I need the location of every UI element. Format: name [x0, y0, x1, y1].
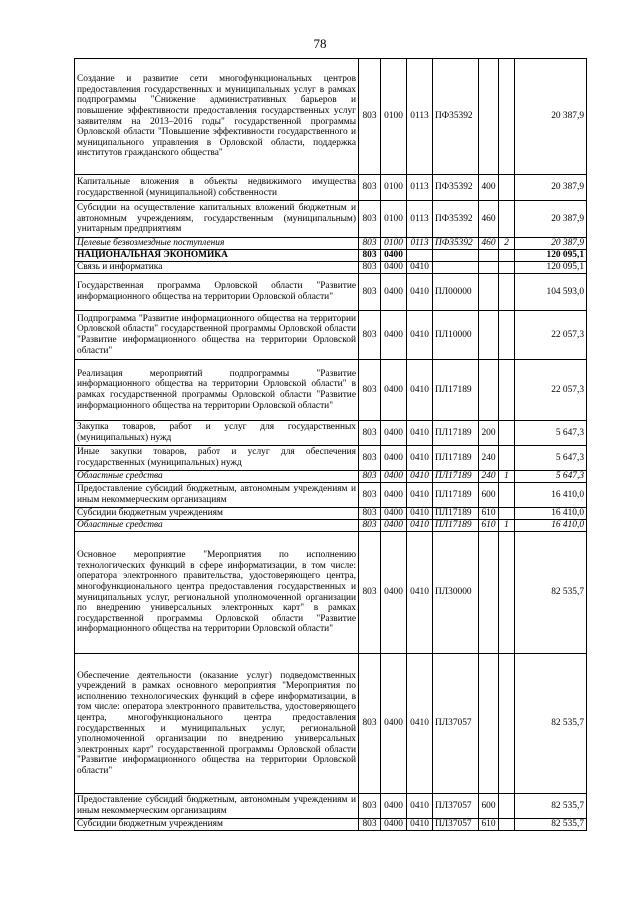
amount: 16 410,0 — [515, 520, 587, 532]
target-article-code: ПЛ17189 — [433, 446, 479, 471]
source-code — [499, 483, 515, 508]
table-row — [75, 508, 587, 520]
row-name: Подпрограмма "Развитие информационного общества на территории Орловской области" государственной программы Орловской области "Развитие информационного общества на территории Орловской области" — [75, 311, 359, 360]
target-article-code: ПЛ17189 — [433, 483, 479, 508]
expense-type-code: 460 — [479, 238, 499, 250]
table-row — [75, 311, 587, 360]
subsection-code: 0410 — [407, 532, 433, 654]
source-code — [499, 532, 515, 654]
grbs-code: 803 — [359, 508, 381, 520]
row-name: Предоставление субсидий бюджетным, автономным учреждениям и иным некоммерческим организациям — [75, 483, 359, 508]
row-name: НАЦИОНАЛЬНАЯ ЭКОНОМИКА — [75, 250, 359, 262]
row-name: Капитальные вложения в объекты недвижимого имущества государственной (муниципальной) собственности — [75, 175, 359, 201]
grbs-code: 803 — [359, 360, 381, 421]
section-code: 0400 — [381, 532, 407, 654]
source-code — [499, 250, 515, 262]
subsection-code: 0410 — [407, 360, 433, 421]
grbs-code: 803 — [359, 471, 381, 483]
expense-type-code: 610 — [479, 508, 499, 520]
section-code: 0400 — [381, 311, 407, 360]
source-code — [499, 446, 515, 471]
amount: 104 593,0 — [515, 274, 587, 311]
target-article-code: ПЛ17189 — [433, 520, 479, 532]
table-row — [75, 201, 587, 238]
target-article-code: ПЛ17189 — [433, 421, 479, 446]
amount: 22 057,3 — [515, 311, 587, 360]
expense-type-code — [479, 274, 499, 311]
amount: 20 387,9 — [515, 238, 587, 250]
subsection-code: 0410 — [407, 262, 433, 274]
source-code — [499, 819, 515, 831]
table-row — [75, 819, 587, 831]
expense-type-code: 600 — [479, 794, 499, 819]
row-name: Связь и информатика — [75, 262, 359, 274]
amount: 5 647,3 — [515, 421, 587, 446]
grbs-code: 803 — [359, 201, 381, 238]
section-code: 0400 — [381, 819, 407, 831]
amount: 82 535,7 — [515, 794, 587, 819]
grbs-code: 803 — [359, 250, 381, 262]
section-code: 0400 — [381, 274, 407, 311]
subsection-code: 0410 — [407, 794, 433, 819]
target-article-code: ПЛ17189 — [433, 360, 479, 421]
section-code: 0400 — [381, 360, 407, 421]
source-code — [499, 274, 515, 311]
page-number: 78 — [313, 36, 327, 51]
row-name: Государственная программа Орловской области "Развитие информационного общества на территории Орловской области" — [75, 274, 359, 311]
target-article-code: ПЛ17189 — [433, 508, 479, 520]
section-code: 0400 — [381, 250, 407, 262]
section-code: 0400 — [381, 794, 407, 819]
grbs-code: 803 — [359, 175, 381, 201]
row-name: Создание и развитие сети многофункциональных центров предоставления государственных и муниципальных услуг в рамках подпрограммы "Снижение административных барьеров и повышение эффективности предоставления государственных услуг заявителям на 2013–2016 годы" государственной программы Орловской области "Повышение эффективности государственного и муниципального управления в Орловской области, поддержка институтов гражданского общества" — [75, 59, 359, 175]
section-code: 0100 — [381, 238, 407, 250]
section-code: 0400 — [381, 262, 407, 274]
row-name: Субсидии на осуществление капитальных вложений бюджетным и автономным учреждениям, государственным (муниципальным) унитарным предприятиям — [75, 201, 359, 238]
budget-table-body — [75, 59, 587, 831]
target-article-code — [433, 250, 479, 262]
subsection-code: 0410 — [407, 654, 433, 794]
source-code — [499, 421, 515, 446]
section-code: 0400 — [381, 508, 407, 520]
section-code: 0400 — [381, 654, 407, 794]
table-row — [75, 794, 587, 819]
source-code — [499, 262, 515, 274]
grbs-code: 803 — [359, 794, 381, 819]
source-code — [499, 201, 515, 238]
target-article-code: ПЛ00000 — [433, 274, 479, 311]
subsection-code: 0410 — [407, 421, 433, 446]
table-row — [75, 532, 587, 654]
source-code: 1 — [499, 520, 515, 532]
source-code: 1 — [499, 471, 515, 483]
expense-type-code — [479, 311, 499, 360]
table-row — [75, 175, 587, 201]
grbs-code: 803 — [359, 238, 381, 250]
row-name: Основное мероприятие "Мероприятия по исполнению технологических функций в сфере информатизации, в том числе: оператора электронного правительства, удостоверяющего центра, многофункционального центра предоставления государственных и муниципальных услуг, региональной уполномоченной организации по внедрению универсальных электронных карт" в рамках государственной программы Орловской области "Развитие информационного общества на территории Орловской области" — [75, 532, 359, 654]
source-code — [499, 175, 515, 201]
row-name: Предоставление субсидий бюджетным, автономным учреждениям и иным некоммерческим организациям — [75, 794, 359, 819]
expense-type-code: 200 — [479, 421, 499, 446]
subsection-code: 0113 — [407, 201, 433, 238]
grbs-code: 803 — [359, 421, 381, 446]
table-row — [75, 59, 587, 175]
table-row — [75, 250, 587, 262]
table-row — [75, 360, 587, 421]
target-article-code: ПЛ37057 — [433, 819, 479, 831]
section-code: 0100 — [381, 201, 407, 238]
subsection-code: 0113 — [407, 59, 433, 175]
source-code — [499, 311, 515, 360]
source-code: 2 — [499, 238, 515, 250]
section-code: 0400 — [381, 446, 407, 471]
grbs-code: 803 — [359, 262, 381, 274]
expense-type-code: 240 — [479, 471, 499, 483]
table-row — [75, 471, 587, 483]
subsection-code — [407, 250, 433, 262]
section-code: 0400 — [381, 421, 407, 446]
expense-type-code: 400 — [479, 175, 499, 201]
expense-type-code: 610 — [479, 520, 499, 532]
amount: 82 535,7 — [515, 532, 587, 654]
target-article-code: ПЛ37057 — [433, 794, 479, 819]
expense-type-code: 240 — [479, 446, 499, 471]
amount: 5 647,3 — [515, 446, 587, 471]
subsection-code: 0410 — [407, 446, 433, 471]
subsection-code: 0113 — [407, 175, 433, 201]
amount: 82 535,7 — [515, 819, 587, 831]
table-row — [75, 446, 587, 471]
source-code — [499, 654, 515, 794]
amount: 120 095,1 — [515, 262, 587, 274]
amount: 20 387,9 — [515, 175, 587, 201]
target-article-code: ПЛ17189 — [433, 471, 479, 483]
grbs-code: 803 — [359, 819, 381, 831]
target-article-code: ПФ35392 — [433, 238, 479, 250]
grbs-code: 803 — [359, 532, 381, 654]
amount: 82 535,7 — [515, 654, 587, 794]
grbs-code: 803 — [359, 483, 381, 508]
section-code: 0400 — [381, 483, 407, 508]
grbs-code: 803 — [359, 274, 381, 311]
amount: 5 647,3 — [515, 471, 587, 483]
expense-type-code: 610 — [479, 819, 499, 831]
grbs-code: 803 — [359, 446, 381, 471]
row-name: Субсидии бюджетным учреждениям — [75, 508, 359, 520]
row-name: Субсидии бюджетным учреждениям — [75, 819, 359, 831]
table-row — [75, 520, 587, 532]
source-code — [499, 508, 515, 520]
table-row — [75, 274, 587, 311]
expense-type-code — [479, 532, 499, 654]
table-row — [75, 238, 587, 250]
table-row — [75, 262, 587, 274]
amount: 22 057,3 — [515, 360, 587, 421]
table-row — [75, 483, 587, 508]
source-code — [499, 59, 515, 175]
row-name: Областные средства — [75, 520, 359, 532]
section-code: 0100 — [381, 59, 407, 175]
expense-type-code — [479, 654, 499, 794]
amount: 20 387,9 — [515, 201, 587, 238]
target-article-code: ПЛ37057 — [433, 654, 479, 794]
subsection-code: 0410 — [407, 483, 433, 508]
target-article-code: ПЛ10000 — [433, 311, 479, 360]
subsection-code: 0410 — [407, 520, 433, 532]
expense-type-code — [479, 360, 499, 421]
subsection-code: 0410 — [407, 471, 433, 483]
target-article-code: ПФ35392 — [433, 201, 479, 238]
row-name: Реализация мероприятий подпрограммы "Развитие информационного общества на территории Орловской области" в рамках государственной программы Орловской области "Развитие информационного общества на территории Орловской области" — [75, 360, 359, 421]
subsection-code: 0113 — [407, 238, 433, 250]
row-name: Закупка товаров, работ и услуг для государственных (муниципальных) нужд — [75, 421, 359, 446]
table-row — [75, 421, 587, 446]
amount: 120 095,1 — [515, 250, 587, 262]
subsection-code: 0410 — [407, 274, 433, 311]
target-article-code: ПФ35392 — [433, 59, 479, 175]
section-code: 0400 — [381, 471, 407, 483]
target-article-code: ПФ35392 — [433, 175, 479, 201]
grbs-code: 803 — [359, 520, 381, 532]
expense-type-code: 460 — [479, 201, 499, 238]
expense-type-code: 600 — [479, 483, 499, 508]
grbs-code: 803 — [359, 59, 381, 175]
subsection-code: 0410 — [407, 311, 433, 360]
expense-type-code — [479, 250, 499, 262]
table-row — [75, 654, 587, 794]
row-name: Целевые безвозмездные поступления — [75, 238, 359, 250]
row-name: Областные средства — [75, 471, 359, 483]
budget-table — [74, 58, 587, 831]
section-code: 0400 — [381, 520, 407, 532]
amount: 16 410,0 — [515, 483, 587, 508]
amount: 16 410,0 — [515, 508, 587, 520]
grbs-code: 803 — [359, 311, 381, 360]
source-code — [499, 360, 515, 421]
grbs-code: 803 — [359, 654, 381, 794]
source-code — [499, 794, 515, 819]
subsection-code: 0410 — [407, 819, 433, 831]
subsection-code: 0410 — [407, 508, 433, 520]
row-name: Обеспечение деятельности (оказание услуг) подведомственных учреждений в рамках основного мероприятия "Мероприятия по исполнению технологических функций в сфере информатизации, в том числе: оператора электронного правительства, удостоверяющего центра, многофункционального центра предоставления государственных и муниципальных услуг, региональной уполномоченной организации по внедрению универсальных электронных карт" государственной программы Орловской области "Развитие информационного общества на территории Орловской области" — [75, 654, 359, 794]
target-article-code — [433, 262, 479, 274]
section-code: 0100 — [381, 175, 407, 201]
row-name: Иные закупки товаров, работ и услуг для обеспечения государственных (муниципальных) нужд — [75, 446, 359, 471]
expense-type-code — [479, 262, 499, 274]
expense-type-code — [479, 59, 499, 175]
target-article-code: ПЛ30000 — [433, 532, 479, 654]
amount: 20 387,9 — [515, 59, 587, 175]
